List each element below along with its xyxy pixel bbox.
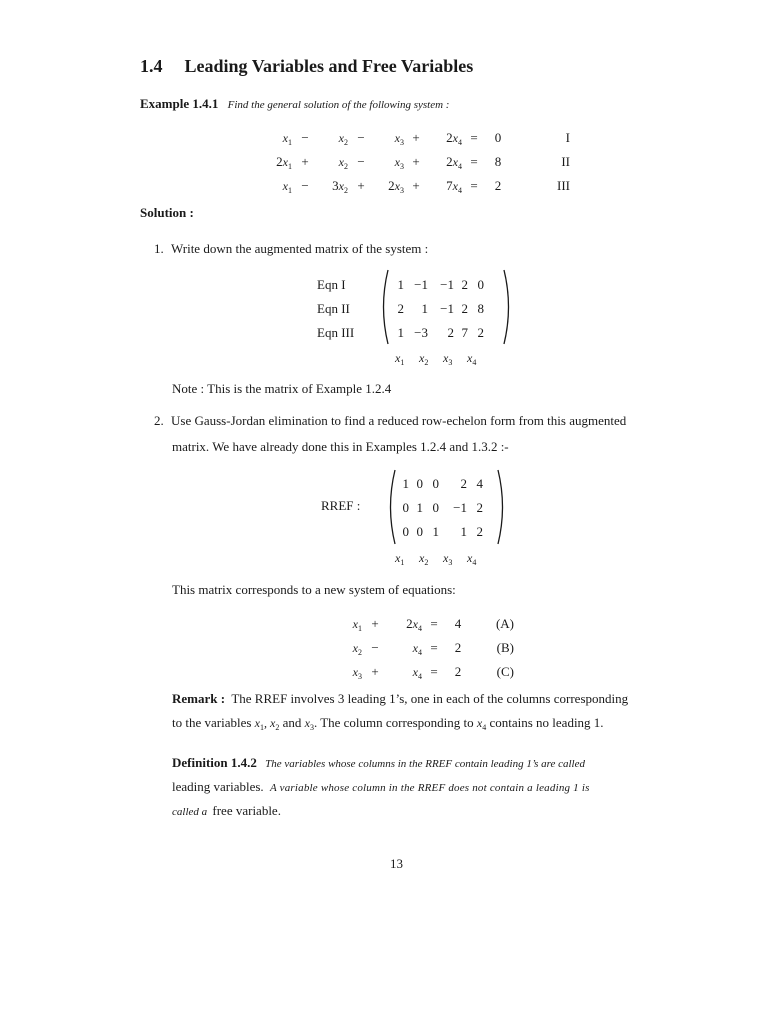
matrix-cell: 1 bbox=[397, 325, 404, 340]
remark-text: contains no leading 1. bbox=[486, 715, 604, 730]
equation-cell: $x_4$ bbox=[412, 640, 422, 657]
definition-text-line3: called a bbox=[172, 806, 208, 818]
equation-row bbox=[262, 126, 570, 150]
equation-cell: $2x_4$ bbox=[446, 129, 462, 147]
section-number: 1.4 bbox=[140, 56, 163, 76]
equation-cell: = bbox=[430, 616, 438, 631]
step1-line bbox=[154, 241, 428, 257]
column-variable-label: $x_2$ bbox=[419, 351, 429, 367]
remark-text-line1: The RREF involves 3 leading 1’s, one in each of the columns corresponding bbox=[231, 691, 629, 706]
equation-cell: 8 bbox=[494, 154, 502, 169]
column-variable-label: $x_1$ bbox=[395, 351, 405, 367]
definition-text-line2: A variable whose column in the RREF does not contain a leading 1 is bbox=[269, 782, 590, 794]
equation-row bbox=[334, 636, 514, 660]
definition-term-leading: leading variables. bbox=[172, 779, 264, 794]
equation-cell: $x_2$ bbox=[338, 154, 348, 171]
step1-note: Note : This is the matrix of Example 1.2.4 bbox=[172, 381, 392, 396]
matrix-cell: 2 bbox=[461, 301, 468, 316]
example-line bbox=[140, 96, 449, 112]
matrix-cell: 1 bbox=[402, 476, 409, 491]
equation-system bbox=[262, 126, 570, 198]
equation-cell: 2 bbox=[454, 664, 462, 679]
step1-number: 1. bbox=[154, 241, 164, 256]
remark-line1 bbox=[172, 691, 628, 707]
matrix-row bbox=[392, 321, 484, 345]
step2-text-line1: Use Gauss-Jordan elimination to find a reduced row-echelon form from this augmented bbox=[171, 413, 627, 428]
equation-cell: $2x_4$ bbox=[446, 153, 462, 171]
column-variable-label: $x_2$ bbox=[419, 551, 429, 567]
left-paren bbox=[378, 268, 390, 346]
example-prompt: Find the general solution of the following system : bbox=[227, 99, 450, 111]
example-label: Example 1.4.1 bbox=[140, 96, 219, 111]
matrix-row bbox=[397, 496, 483, 520]
equation-cell: $x_1$ bbox=[352, 616, 362, 633]
equation-tag: II bbox=[561, 154, 570, 169]
rref-label: RREF : bbox=[321, 498, 361, 513]
matrix-row bbox=[397, 472, 483, 496]
matrix-row bbox=[397, 520, 483, 544]
matrix-cell: 0 bbox=[416, 524, 423, 539]
equation-cell: $x_4$ bbox=[412, 664, 422, 681]
definition-text-line1: The variables whose columns in the RREF contain leading 1’s are called bbox=[265, 758, 585, 770]
equation-cell: + bbox=[412, 154, 420, 169]
matrix-cell: 1 bbox=[421, 301, 428, 316]
equation-cell: = bbox=[470, 154, 478, 169]
equation-cell: 2 bbox=[454, 640, 462, 655]
remark-var-x4: $x_4$ bbox=[476, 716, 487, 732]
matrix-cell: 4 bbox=[476, 476, 483, 491]
equation-cell: $x_1$ bbox=[282, 130, 292, 147]
matrix-cell: 0 bbox=[402, 500, 409, 515]
definition-line2 bbox=[172, 779, 590, 795]
section-heading bbox=[140, 56, 473, 77]
right-paren bbox=[502, 268, 514, 346]
step1-row-labels bbox=[317, 273, 354, 345]
equation-cell: 0 bbox=[494, 130, 502, 145]
equation-cell: $2x_3$ bbox=[388, 177, 404, 195]
column-variable-label: $x_4$ bbox=[467, 351, 477, 367]
matrix-cell: −1 bbox=[453, 500, 467, 515]
equation-cell: = bbox=[430, 640, 438, 655]
matrix-cell: −1 bbox=[440, 277, 454, 292]
equation-cell: $x_2$ bbox=[338, 130, 348, 147]
matrix-cell: 0 bbox=[432, 500, 439, 515]
step2-number: 2. bbox=[154, 413, 164, 428]
equation-cell: $x_2$ bbox=[352, 640, 362, 657]
row-label: Eqn II bbox=[317, 301, 350, 316]
equation-cell: 4 bbox=[454, 616, 462, 631]
equation-cell: = bbox=[470, 178, 478, 193]
right-paren bbox=[496, 468, 508, 546]
equation-cell: $x_3$ bbox=[394, 154, 404, 171]
matrix-cell: 0 bbox=[477, 277, 484, 292]
definition-label: Definition 1.4.2 bbox=[172, 755, 257, 770]
equation-row bbox=[334, 660, 514, 684]
equation-cell: − bbox=[301, 178, 309, 193]
equation-tag: (A) bbox=[495, 616, 514, 631]
matrix-cell: 0 bbox=[432, 476, 439, 491]
row-label: Eqn III bbox=[317, 325, 355, 340]
equation-row bbox=[262, 150, 570, 174]
matrix-cell: 1 bbox=[460, 524, 467, 539]
new-equation-system bbox=[334, 612, 514, 684]
equation-tag: I bbox=[565, 130, 570, 145]
equation-tag: (B) bbox=[496, 640, 514, 655]
left-paren bbox=[385, 468, 397, 546]
remark-line2 bbox=[172, 715, 604, 732]
definition-term-free: free variable. bbox=[212, 803, 281, 818]
matrix-row bbox=[392, 273, 484, 297]
equation-cell: − bbox=[301, 130, 309, 145]
remark-var-x3: $x_3$ bbox=[304, 716, 314, 732]
equation-cell: $x_3$ bbox=[394, 130, 404, 147]
definition-line3 bbox=[172, 803, 281, 819]
remark-vars: $x_1$, $x_2$ bbox=[254, 716, 280, 732]
matrix-cell: 2 bbox=[397, 301, 404, 316]
remark-label: Remark : bbox=[172, 691, 226, 706]
equation-tag: III bbox=[557, 178, 570, 193]
equation-cell: 2 bbox=[494, 178, 502, 193]
matrix-cell: −3 bbox=[414, 325, 428, 340]
matrix-cell: 0 bbox=[416, 476, 423, 491]
column-variable-label: $x_4$ bbox=[467, 551, 477, 567]
matrix-cell: −1 bbox=[414, 277, 428, 292]
matrix-cell: 1 bbox=[432, 524, 439, 539]
matrix-cell: 1 bbox=[416, 500, 423, 515]
matrix-cell: 1 bbox=[397, 277, 404, 292]
equation-cell: $2x_4$ bbox=[406, 615, 422, 633]
section-title: Leading Variables and Free Variables bbox=[184, 56, 474, 76]
equation-cell: − bbox=[357, 130, 365, 145]
matrix-cell: 2 bbox=[460, 476, 467, 491]
equation-tag: (C) bbox=[496, 664, 514, 679]
matrix-cell: 2 bbox=[447, 325, 454, 340]
matrix-cell: 2 bbox=[477, 325, 484, 340]
matrix-cell: 2 bbox=[476, 524, 483, 539]
equation-cell: + bbox=[357, 178, 365, 193]
equation-cell: $2x_1$ bbox=[276, 153, 292, 171]
column-variable-label: $x_3$ bbox=[443, 351, 453, 367]
matrix-cell: 7 bbox=[461, 325, 468, 340]
equation-cell: + bbox=[301, 154, 309, 169]
matrix-cell: 8 bbox=[477, 301, 484, 316]
definition-line1 bbox=[172, 755, 585, 771]
step1-col-labels bbox=[395, 349, 491, 367]
equation-cell: − bbox=[357, 154, 365, 169]
equation-cell: + bbox=[371, 616, 379, 631]
equation-cell: $3x_2$ bbox=[332, 177, 348, 195]
matrix-cell: 2 bbox=[476, 500, 483, 515]
rref-matrix bbox=[397, 472, 483, 544]
equation-cell: + bbox=[412, 178, 420, 193]
step2-col-labels bbox=[395, 549, 491, 567]
step2-text-line2: matrix. We have already done this in Examples 1.2.4 and 1.3.2 :- bbox=[172, 439, 509, 454]
matrix-row bbox=[392, 297, 484, 321]
remark-text: and bbox=[279, 715, 305, 730]
equation-row bbox=[334, 612, 514, 636]
remark-text: . The column corresponding to bbox=[313, 715, 477, 730]
remark-text: to the variables bbox=[172, 715, 255, 730]
equation-cell: − bbox=[371, 640, 379, 655]
corresponds-text: This matrix corresponds to a new system of equations: bbox=[172, 582, 456, 597]
page-number: 13 bbox=[390, 856, 403, 871]
augmented-matrix bbox=[392, 273, 484, 345]
equation-cell: = bbox=[470, 130, 478, 145]
equation-cell: + bbox=[412, 130, 420, 145]
column-variable-label: $x_1$ bbox=[395, 551, 405, 567]
step1-text: Write down the augmented matrix of the system : bbox=[171, 241, 429, 256]
matrix-cell: −1 bbox=[440, 301, 454, 316]
equation-cell: $x_3$ bbox=[352, 664, 362, 681]
equation-cell: $x_1$ bbox=[282, 178, 292, 195]
step2-line1 bbox=[154, 413, 626, 429]
column-variable-label: $x_3$ bbox=[443, 551, 453, 567]
row-label: Eqn I bbox=[317, 277, 346, 292]
equation-cell: $7x_4$ bbox=[446, 177, 462, 195]
equation-row bbox=[262, 174, 570, 198]
equation-cell: + bbox=[371, 664, 379, 679]
equation-cell: = bbox=[430, 664, 438, 679]
matrix-cell: 0 bbox=[402, 524, 409, 539]
matrix-cell: 2 bbox=[461, 277, 468, 292]
solution-label: Solution : bbox=[140, 205, 194, 220]
